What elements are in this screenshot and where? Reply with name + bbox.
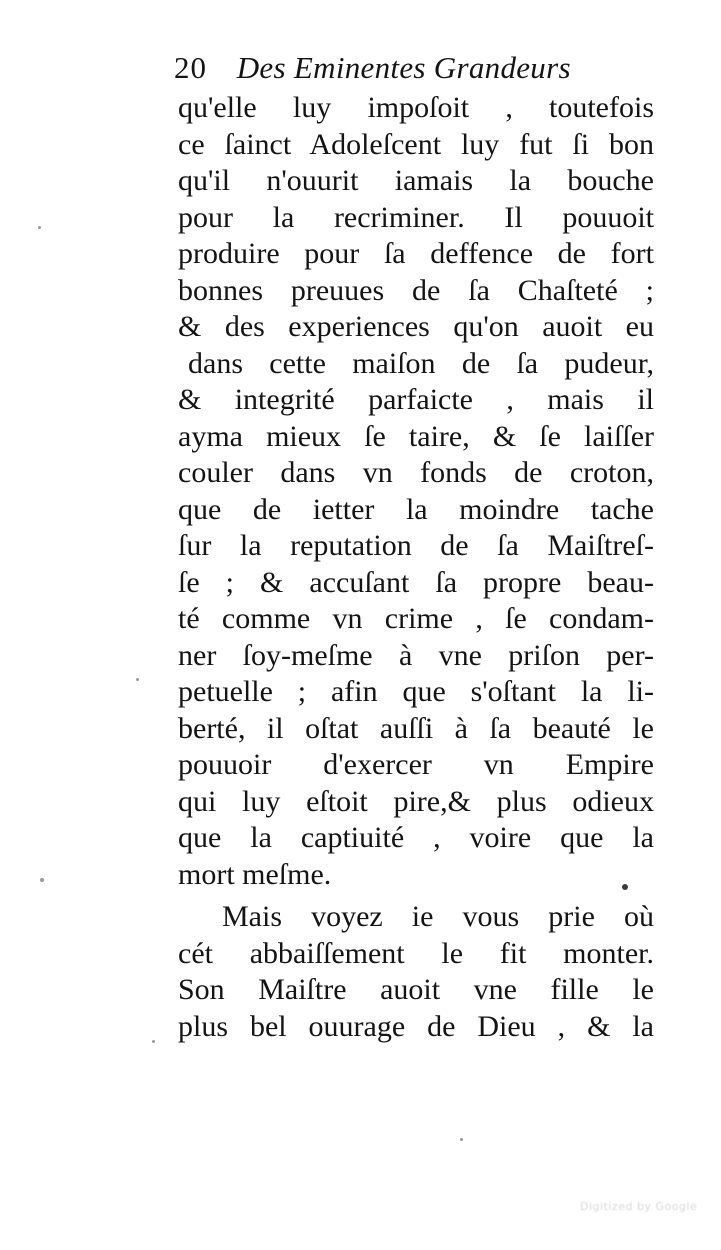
running-header (174, 48, 654, 88)
paper-speck (38, 226, 41, 229)
text-line: ce ſainct Adoleſcent luy fut ſi bon (178, 127, 654, 161)
text-line: berté, il oſtat auſſi à ſa beauté le (178, 711, 654, 745)
text-line: Mais voyez ie vous prie où (222, 900, 654, 933)
text-line: ayma mieux ſe taire, & ſe laiſſer (178, 419, 654, 453)
text-line: & integrité parfaicte , mais il (178, 383, 654, 416)
paper-speck (460, 1138, 463, 1141)
text-line: qu'elle luy impoſoit , toutefois (178, 91, 654, 124)
text-line: petuelle ; afin que s'oſtant la li- (178, 675, 654, 708)
text-line: ſe ; & accuſant ſa propre beau- (178, 565, 654, 599)
text-line: pouuoir d'exercer vn Empire (178, 748, 654, 781)
ink-dot (622, 884, 628, 890)
text-line: té comme vn crime , ſe condam- (178, 602, 654, 635)
paper-speck (40, 878, 44, 882)
text-line: bonnes preuues de ſa Chaſteté ; (178, 273, 654, 307)
text-line: ner ſoy-meſme à vne priſon per- (178, 638, 654, 672)
body-text (178, 90, 654, 1045)
text-line: cét abbaiſſement le fit monter. (178, 936, 654, 970)
text-line: couler dans vn fonds de croton, (178, 456, 654, 489)
running-title: Des Eminentes Grandeurs (236, 50, 571, 85)
digitization-watermark: Digitized by Google (580, 1200, 698, 1213)
text-line: qu'il n'ouurit iamais la bouche (178, 164, 654, 197)
text-line: ſur la reputation de ſa Maiſtreſ- (178, 529, 654, 562)
text-line: Son Maiſtre auoit vne fille le (178, 973, 654, 1006)
text-line: qui luy eſtoit pire,& plus odieux (178, 784, 654, 818)
page-number: 20 (174, 50, 207, 85)
text-line: que de ietter la moindre tache (178, 492, 654, 526)
text-line: & des experiences qu'on auoit eu (178, 310, 654, 343)
paper-speck (136, 678, 139, 681)
paper-speck (152, 1040, 155, 1043)
text-line: dans cette maiſon de ſa pudeur, (188, 346, 654, 380)
text-line: plus bel ouurage de Dieu , & la (178, 1009, 654, 1043)
text-line: mort meſme. (178, 857, 332, 891)
text-line: pour la recriminer. Il pouuoit (178, 200, 654, 234)
text-line: que la captiuité , voire que la (178, 821, 654, 854)
text-line: produire pour ſa deffence de fort (178, 237, 654, 270)
